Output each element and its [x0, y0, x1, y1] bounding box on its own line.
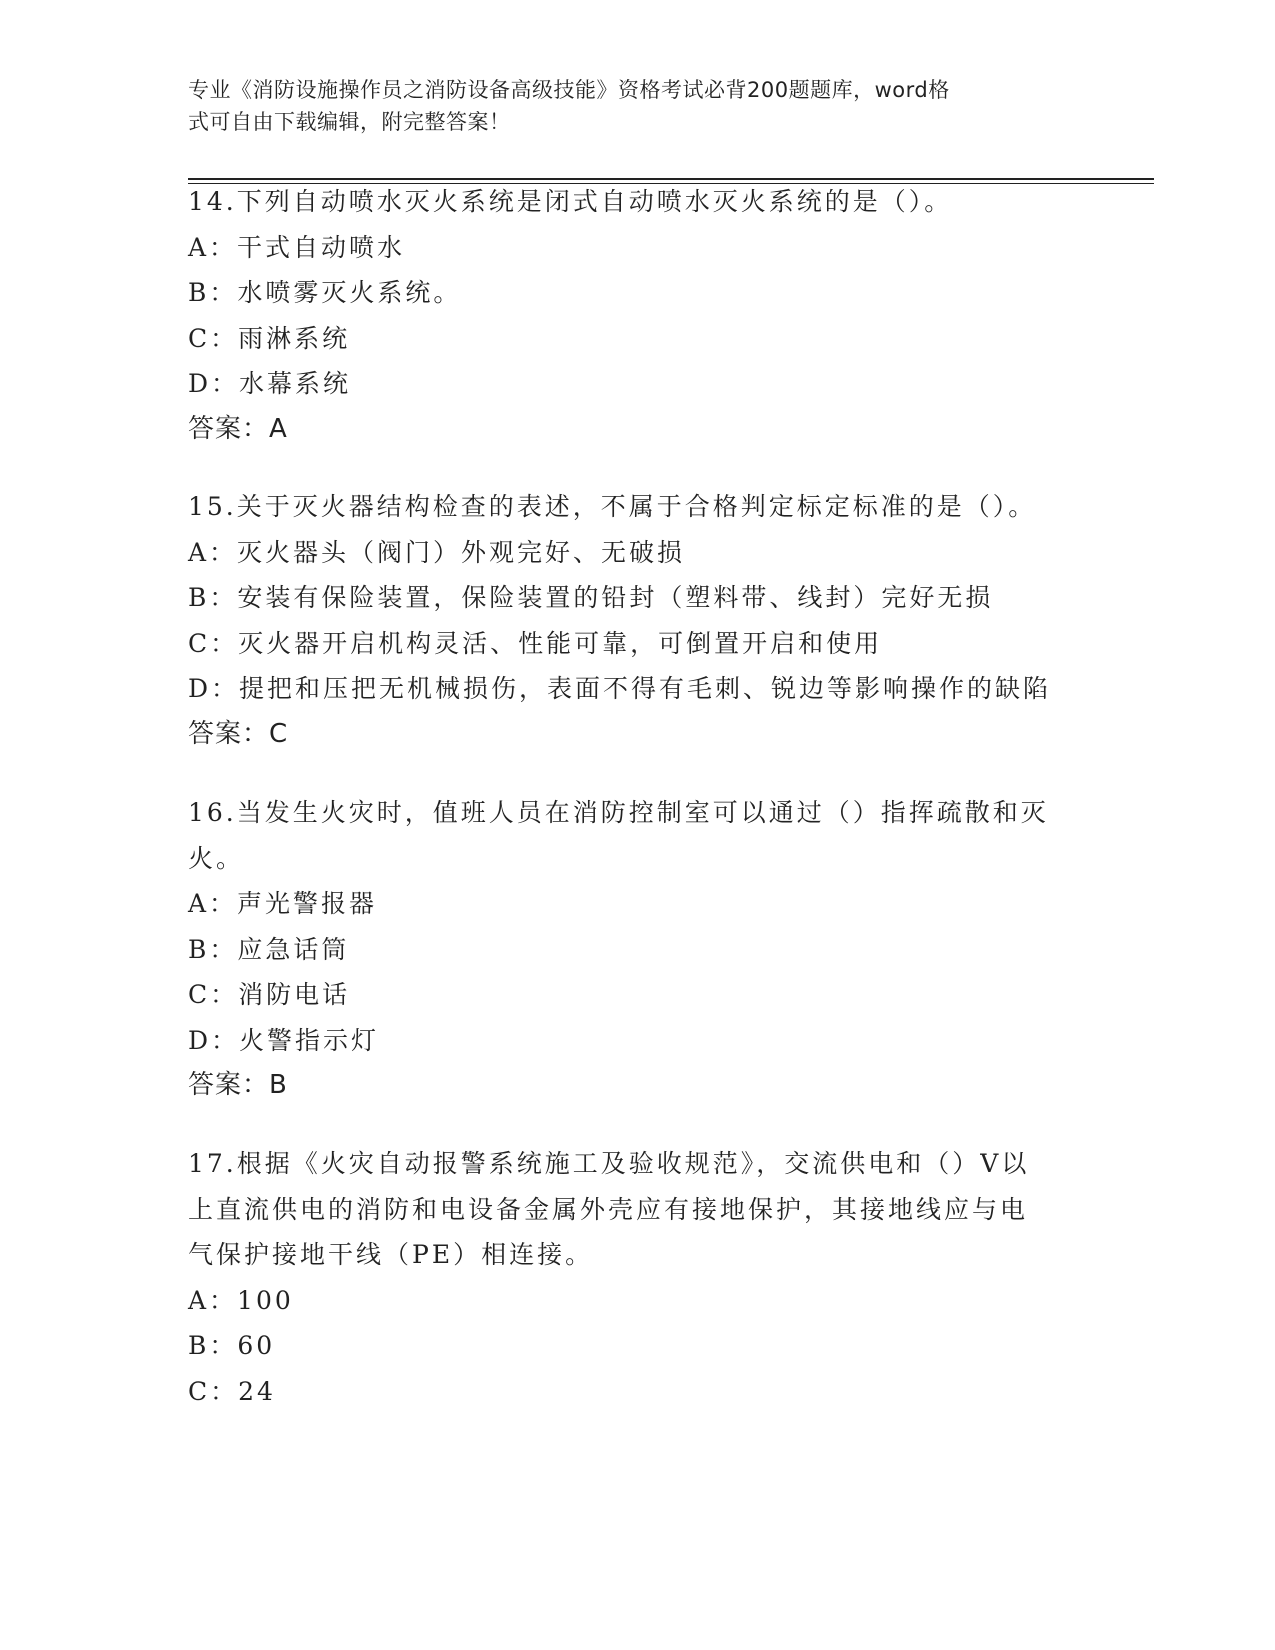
- question-stem-line-1: 17.根据《火灾自动报警系统施工及验收规范》，交流供电和（）V以: [188, 1149, 1030, 1178]
- question-stem-line-2: 上直流供电的消防和电设备金属外壳应有接地保护，其接地线应与电: [188, 1194, 1029, 1224]
- header-line-1: 专业《消防设施操作员之消防设备高级技能》资格考试必背200题题库，word格: [188, 78, 950, 102]
- option-b: B：安装有保险装置，保险装置的铅封（塑料带、线封）完好无损: [188, 583, 994, 612]
- option-c: C：灭火器开启机构灵活、性能可靠，可倒置开启和使用: [188, 628, 883, 658]
- option-a: A：100: [188, 1285, 294, 1315]
- question-stem: 15.关于灭火器结构检查的表述，不属于合格判定标定标准的是（）。: [188, 492, 1037, 521]
- answer-line: 答案：C: [188, 718, 289, 749]
- option-c: C：雨淋系统: [188, 323, 351, 353]
- question-block-17: [188, 1141, 1088, 1414]
- document-header: [188, 74, 1068, 138]
- question-stem-line-2: 火。: [188, 843, 245, 873]
- option-b: B：60: [188, 1331, 276, 1360]
- option-b: B：应急话筒: [188, 934, 350, 964]
- question-block-15: [188, 484, 1088, 757]
- option-c: C：24: [188, 1376, 276, 1406]
- answer-line: 答案：A: [188, 413, 288, 444]
- answer-line: 答案：B: [188, 1070, 288, 1100]
- header-line-2: 式可自由下载编辑，附完整答案！: [188, 110, 511, 134]
- option-a: A：灭火器头（阀门）外观完好、无破损: [188, 537, 686, 567]
- option-d: D：水幕系统: [188, 369, 352, 398]
- question-stem: 14.下列自动喷水灭火系统是闭式自动喷水灭火系统的是（）。: [188, 187, 953, 216]
- question-stem-line-3: 气保护接地干线（PE）相连接。: [188, 1240, 594, 1269]
- option-d: D：提把和压把无机械损伤，表面不得有毛刺、锐边等影响操作的缺陷: [188, 674, 1052, 703]
- option-a: A：干式自动喷水: [188, 232, 406, 262]
- option-b: B：水喷雾灭火系统。: [188, 278, 462, 307]
- option-a: A：声光警报器: [188, 889, 378, 918]
- option-c: C：消防电话: [188, 980, 351, 1009]
- question-block-16: [188, 790, 1088, 1109]
- option-d: D：火警指示灯: [188, 1025, 380, 1055]
- question-stem-line-1: 16.当发生火灾时，值班人员在消防控制室可以通过（）指挥疏散和灭: [188, 798, 1049, 827]
- question-block-14: [188, 179, 1088, 452]
